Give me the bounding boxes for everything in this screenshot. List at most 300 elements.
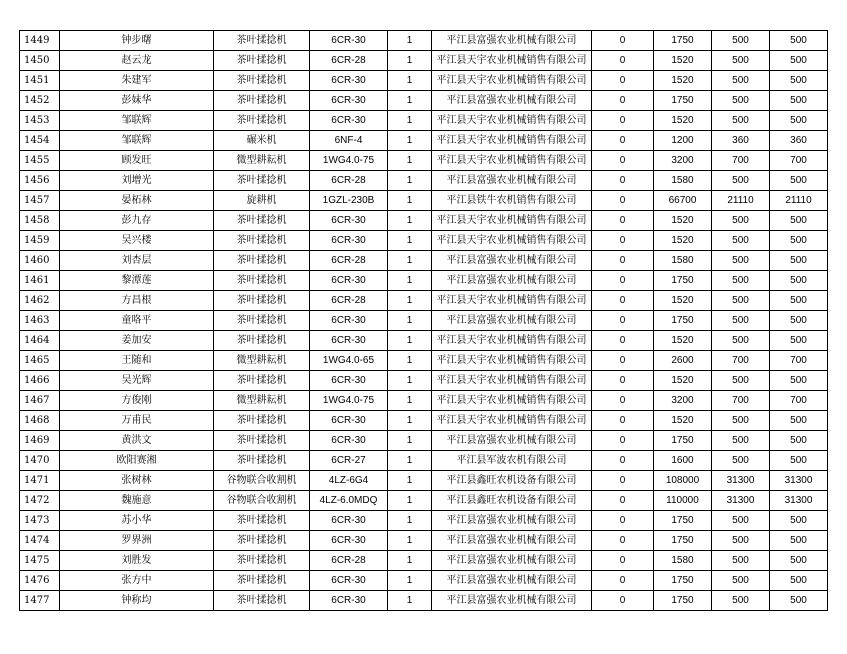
cell-machine-type: 碾米机	[214, 131, 310, 151]
cell-row-number: 1461	[20, 271, 60, 291]
cell-dealer: 平江县天宇农业机械销售有限公司	[432, 51, 592, 71]
cell-machine-type: 茶叶揉捻机	[214, 311, 310, 331]
cell-row-number: 1468	[20, 411, 60, 431]
cell-row-number: 1451	[20, 71, 60, 91]
cell-col-zero: 0	[592, 591, 654, 611]
cell-machine-type: 茶叶揉捻机	[214, 551, 310, 571]
cell-subsidy-central: 500	[712, 31, 770, 51]
cell-subsidy-central: 500	[712, 591, 770, 611]
cell-dealer: 平江县天宇农业机械销售有限公司	[432, 231, 592, 251]
cell-dealer: 平江县鑫旺农机设备有限公司	[432, 471, 592, 491]
cell-model: 1WG4.0-75	[310, 151, 388, 171]
cell-quantity: 1	[388, 131, 432, 151]
cell-machine-type: 茶叶揉捻机	[214, 571, 310, 591]
cell-price: 1750	[654, 31, 712, 51]
cell-model: 6CR-30	[310, 431, 388, 451]
cell-subsidy-total: 500	[770, 511, 828, 531]
cell-subsidy-total: 700	[770, 391, 828, 411]
cell-row-number: 1452	[20, 91, 60, 111]
cell-quantity: 1	[388, 551, 432, 571]
cell-farmer-name: 赵云龙	[60, 51, 214, 71]
cell-machine-type: 茶叶揉捻机	[214, 51, 310, 71]
cell-col-zero: 0	[592, 451, 654, 471]
cell-subsidy-central: 500	[712, 111, 770, 131]
table-row	[20, 291, 828, 311]
cell-farmer-name: 万甫民	[60, 411, 214, 431]
cell-farmer-name: 童咯平	[60, 311, 214, 331]
cell-farmer-name: 刘胜发	[60, 551, 214, 571]
cell-subsidy-central: 500	[712, 511, 770, 531]
cell-machine-type: 茶叶揉捻机	[214, 231, 310, 251]
cell-machine-type: 茶叶揉捻机	[214, 251, 310, 271]
cell-subsidy-central: 500	[712, 51, 770, 71]
cell-subsidy-central: 31300	[712, 471, 770, 491]
cell-subsidy-total: 500	[770, 91, 828, 111]
cell-dealer: 平江县鑫旺农机设备有限公司	[432, 491, 592, 511]
cell-machine-type: 茶叶揉捻机	[214, 431, 310, 451]
cell-price: 1750	[654, 431, 712, 451]
cell-quantity: 1	[388, 531, 432, 551]
cell-subsidy-central: 500	[712, 71, 770, 91]
cell-farmer-name: 晏柘林	[60, 191, 214, 211]
cell-quantity: 1	[388, 291, 432, 311]
cell-quantity: 1	[388, 251, 432, 271]
cell-dealer: 平江县富强农业机械有限公司	[432, 511, 592, 531]
cell-dealer: 平江县富强农业机械有限公司	[432, 31, 592, 51]
cell-model: 6CR-28	[310, 551, 388, 571]
cell-subsidy-total: 360	[770, 131, 828, 151]
cell-model: 6CR-30	[310, 511, 388, 531]
cell-model: 6CR-28	[310, 171, 388, 191]
cell-dealer: 平江县富强农业机械有限公司	[432, 91, 592, 111]
cell-subsidy-central: 700	[712, 391, 770, 411]
cell-farmer-name: 方俊刚	[60, 391, 214, 411]
cell-subsidy-central: 21110	[712, 191, 770, 211]
cell-col-zero: 0	[592, 51, 654, 71]
cell-price: 1580	[654, 171, 712, 191]
cell-dealer: 平江县天宇农业机械销售有限公司	[432, 71, 592, 91]
cell-quantity: 1	[388, 51, 432, 71]
cell-price: 1750	[654, 91, 712, 111]
cell-model: 1GZL-230B	[310, 191, 388, 211]
cell-machine-type: 旋耕机	[214, 191, 310, 211]
cell-quantity: 1	[388, 151, 432, 171]
cell-quantity: 1	[388, 371, 432, 391]
cell-subsidy-total: 500	[770, 431, 828, 451]
cell-dealer: 平江县天宇农业机械销售有限公司	[432, 331, 592, 351]
cell-col-zero: 0	[592, 351, 654, 371]
cell-row-number: 1463	[20, 311, 60, 331]
cell-subsidy-central: 500	[712, 431, 770, 451]
cell-quantity: 1	[388, 311, 432, 331]
cell-farmer-name: 彭妹华	[60, 91, 214, 111]
cell-farmer-name: 钟步曙	[60, 31, 214, 51]
table-row	[20, 51, 828, 71]
table-row	[20, 571, 828, 591]
cell-row-number: 1455	[20, 151, 60, 171]
cell-col-zero: 0	[592, 411, 654, 431]
cell-col-zero: 0	[592, 291, 654, 311]
cell-farmer-name: 邹联辉	[60, 111, 214, 131]
cell-col-zero: 0	[592, 571, 654, 591]
cell-machine-type: 茶叶揉捻机	[214, 71, 310, 91]
cell-subsidy-central: 500	[712, 411, 770, 431]
cell-machine-type: 茶叶揉捻机	[214, 411, 310, 431]
cell-dealer: 平江县天宇农业机械销售有限公司	[432, 151, 592, 171]
cell-row-number: 1470	[20, 451, 60, 471]
cell-col-zero: 0	[592, 491, 654, 511]
cell-price: 1750	[654, 571, 712, 591]
cell-model: 4LZ-6G4	[310, 471, 388, 491]
cell-farmer-name: 张树林	[60, 471, 214, 491]
cell-dealer: 平江县天宇农业机械销售有限公司	[432, 111, 592, 131]
cell-quantity: 1	[388, 191, 432, 211]
cell-farmer-name: 黎潭莲	[60, 271, 214, 291]
cell-quantity: 1	[388, 211, 432, 231]
cell-subsidy-total: 500	[770, 311, 828, 331]
cell-col-zero: 0	[592, 91, 654, 111]
cell-model: 6CR-30	[310, 31, 388, 51]
cell-farmer-name: 罗界洲	[60, 531, 214, 551]
cell-dealer: 平江县天宇农业机械销售有限公司	[432, 391, 592, 411]
cell-subsidy-central: 500	[712, 171, 770, 191]
cell-farmer-name: 张方中	[60, 571, 214, 591]
cell-subsidy-total: 500	[770, 551, 828, 571]
cell-quantity: 1	[388, 351, 432, 371]
cell-row-number: 1477	[20, 591, 60, 611]
cell-subsidy-total: 500	[770, 271, 828, 291]
cell-dealer: 平江县富强农业机械有限公司	[432, 551, 592, 571]
table-row	[20, 451, 828, 471]
cell-dealer: 平江县富强农业机械有限公司	[432, 431, 592, 451]
cell-machine-type: 茶叶揉捻机	[214, 91, 310, 111]
cell-subsidy-total: 500	[770, 291, 828, 311]
cell-dealer: 平江县天宇农业机械销售有限公司	[432, 371, 592, 391]
cell-machine-type: 茶叶揉捻机	[214, 111, 310, 131]
cell-dealer: 平江县天宇农业机械销售有限公司	[432, 291, 592, 311]
cell-subsidy-total: 500	[770, 71, 828, 91]
cell-dealer: 平江县军波农机有限公司	[432, 451, 592, 471]
cell-quantity: 1	[388, 271, 432, 291]
cell-price: 1580	[654, 551, 712, 571]
table-row	[20, 471, 828, 491]
cell-model: 1WG4.0-65	[310, 351, 388, 371]
cell-quantity: 1	[388, 171, 432, 191]
cell-quantity: 1	[388, 91, 432, 111]
cell-price: 3200	[654, 391, 712, 411]
cell-quantity: 1	[388, 471, 432, 491]
cell-farmer-name: 王随和	[60, 351, 214, 371]
cell-farmer-name: 刘杏层	[60, 251, 214, 271]
cell-farmer-name: 邹联辉	[60, 131, 214, 151]
table-row	[20, 111, 828, 131]
cell-quantity: 1	[388, 411, 432, 431]
cell-model: 6CR-30	[310, 231, 388, 251]
cell-subsidy-central: 500	[712, 531, 770, 551]
cell-price: 108000	[654, 471, 712, 491]
table-row	[20, 91, 828, 111]
cell-model: 6CR-27	[310, 451, 388, 471]
cell-price: 1520	[654, 211, 712, 231]
cell-subsidy-central: 500	[712, 91, 770, 111]
cell-price: 1520	[654, 231, 712, 251]
cell-subsidy-total: 500	[770, 451, 828, 471]
table-row	[20, 211, 828, 231]
cell-row-number: 1466	[20, 371, 60, 391]
table-row	[20, 271, 828, 291]
cell-subsidy-central: 500	[712, 451, 770, 471]
table-row	[20, 331, 828, 351]
cell-subsidy-central: 500	[712, 311, 770, 331]
cell-machine-type: 微型耕耘机	[214, 391, 310, 411]
cell-machine-type: 茶叶揉捻机	[214, 511, 310, 531]
cell-price: 1580	[654, 251, 712, 271]
cell-farmer-name: 吴兴楼	[60, 231, 214, 251]
cell-subsidy-central: 500	[712, 231, 770, 251]
cell-quantity: 1	[388, 511, 432, 531]
cell-quantity: 1	[388, 331, 432, 351]
cell-subsidy-total: 500	[770, 331, 828, 351]
cell-farmer-name: 吴光辉	[60, 371, 214, 391]
table-row	[20, 251, 828, 271]
cell-model: 6CR-28	[310, 51, 388, 71]
cell-dealer: 平江县富强农业机械有限公司	[432, 531, 592, 551]
cell-subsidy-central: 500	[712, 291, 770, 311]
cell-machine-type: 茶叶揉捻机	[214, 171, 310, 191]
cell-col-zero: 0	[592, 31, 654, 51]
cell-row-number: 1469	[20, 431, 60, 451]
cell-price: 66700	[654, 191, 712, 211]
cell-col-zero: 0	[592, 71, 654, 91]
cell-model: 6CR-30	[310, 111, 388, 131]
cell-row-number: 1457	[20, 191, 60, 211]
cell-subsidy-total: 500	[770, 51, 828, 71]
table-row	[20, 191, 828, 211]
table-row	[20, 311, 828, 331]
cell-subsidy-central: 500	[712, 571, 770, 591]
cell-col-zero: 0	[592, 131, 654, 151]
cell-machine-type: 茶叶揉捻机	[214, 31, 310, 51]
cell-model: 6CR-28	[310, 251, 388, 271]
cell-farmer-name: 黄洪文	[60, 431, 214, 451]
cell-quantity: 1	[388, 231, 432, 251]
cell-model: 6NF-4	[310, 131, 388, 151]
cell-col-zero: 0	[592, 331, 654, 351]
cell-model: 6CR-30	[310, 411, 388, 431]
cell-subsidy-central: 500	[712, 551, 770, 571]
cell-machine-type: 谷物联合收割机	[214, 471, 310, 491]
cell-col-zero: 0	[592, 511, 654, 531]
cell-subsidy-central: 500	[712, 331, 770, 351]
cell-machine-type: 茶叶揉捻机	[214, 331, 310, 351]
cell-col-zero: 0	[592, 271, 654, 291]
cell-machine-type: 茶叶揉捻机	[214, 211, 310, 231]
subsidy-table	[19, 30, 828, 611]
cell-price: 1200	[654, 131, 712, 151]
cell-col-zero: 0	[592, 111, 654, 131]
cell-row-number: 1456	[20, 171, 60, 191]
table-row	[20, 491, 828, 511]
table-row	[20, 371, 828, 391]
cell-subsidy-total: 500	[770, 531, 828, 551]
cell-model: 6CR-30	[310, 531, 388, 551]
cell-dealer: 平江县富强农业机械有限公司	[432, 251, 592, 271]
table-row	[20, 431, 828, 451]
cell-subsidy-central: 700	[712, 351, 770, 371]
cell-quantity: 1	[388, 571, 432, 591]
cell-subsidy-central: 360	[712, 131, 770, 151]
cell-model: 6CR-30	[310, 331, 388, 351]
cell-farmer-name: 欧阳赛湘	[60, 451, 214, 471]
cell-subsidy-total: 500	[770, 411, 828, 431]
cell-subsidy-total: 500	[770, 251, 828, 271]
cell-subsidy-central: 500	[712, 271, 770, 291]
cell-subsidy-total: 31300	[770, 491, 828, 511]
cell-col-zero: 0	[592, 311, 654, 331]
cell-price: 110000	[654, 491, 712, 511]
cell-subsidy-total: 700	[770, 351, 828, 371]
table-row	[20, 231, 828, 251]
cell-farmer-name: 苏小华	[60, 511, 214, 531]
cell-quantity: 1	[388, 31, 432, 51]
cell-row-number: 1453	[20, 111, 60, 131]
cell-row-number: 1450	[20, 51, 60, 71]
cell-col-zero: 0	[592, 371, 654, 391]
cell-dealer: 平江县富强农业机械有限公司	[432, 171, 592, 191]
table-row	[20, 511, 828, 531]
cell-subsidy-total: 500	[770, 31, 828, 51]
cell-row-number: 1462	[20, 291, 60, 311]
cell-machine-type: 茶叶揉捻机	[214, 531, 310, 551]
cell-model: 1WG4.0-75	[310, 391, 388, 411]
cell-model: 6CR-30	[310, 311, 388, 331]
cell-row-number: 1454	[20, 131, 60, 151]
cell-price: 1750	[654, 591, 712, 611]
table-row	[20, 151, 828, 171]
cell-farmer-name: 朱建军	[60, 71, 214, 91]
cell-dealer: 平江县富强农业机械有限公司	[432, 591, 592, 611]
cell-price: 1520	[654, 331, 712, 351]
cell-row-number: 1460	[20, 251, 60, 271]
cell-farmer-name: 姜加安	[60, 331, 214, 351]
cell-model: 6CR-28	[310, 291, 388, 311]
cell-col-zero: 0	[592, 191, 654, 211]
cell-row-number: 1467	[20, 391, 60, 411]
cell-dealer: 平江县天宇农业机械销售有限公司	[432, 131, 592, 151]
cell-col-zero: 0	[592, 211, 654, 231]
cell-subsidy-total: 500	[770, 571, 828, 591]
cell-subsidy-central: 500	[712, 371, 770, 391]
cell-quantity: 1	[388, 71, 432, 91]
cell-farmer-name: 彭九存	[60, 211, 214, 231]
cell-col-zero: 0	[592, 151, 654, 171]
cell-subsidy-total: 500	[770, 171, 828, 191]
cell-subsidy-total: 500	[770, 591, 828, 611]
cell-price: 1600	[654, 451, 712, 471]
cell-col-zero: 0	[592, 391, 654, 411]
table-row	[20, 591, 828, 611]
cell-row-number: 1464	[20, 331, 60, 351]
cell-model: 6CR-30	[310, 91, 388, 111]
cell-row-number: 1473	[20, 511, 60, 531]
cell-row-number: 1458	[20, 211, 60, 231]
cell-dealer: 平江县富强农业机械有限公司	[432, 271, 592, 291]
cell-col-zero: 0	[592, 531, 654, 551]
table-row	[20, 171, 828, 191]
cell-machine-type: 茶叶揉捻机	[214, 371, 310, 391]
cell-row-number: 1465	[20, 351, 60, 371]
cell-price: 1520	[654, 71, 712, 91]
cell-dealer: 平江县铁牛农机销售有限公司	[432, 191, 592, 211]
cell-dealer: 平江县富强农业机械有限公司	[432, 311, 592, 331]
cell-price: 3200	[654, 151, 712, 171]
cell-row-number: 1471	[20, 471, 60, 491]
cell-model: 4LZ-6.0MDQ	[310, 491, 388, 511]
cell-subsidy-total: 31300	[770, 471, 828, 491]
cell-model: 6CR-30	[310, 71, 388, 91]
cell-price: 1750	[654, 311, 712, 331]
cell-col-zero: 0	[592, 551, 654, 571]
cell-model: 6CR-30	[310, 371, 388, 391]
cell-price: 1520	[654, 111, 712, 131]
cell-subsidy-total: 500	[770, 111, 828, 131]
cell-col-zero: 0	[592, 431, 654, 451]
cell-model: 6CR-30	[310, 591, 388, 611]
cell-subsidy-total: 21110	[770, 191, 828, 211]
cell-model: 6CR-30	[310, 211, 388, 231]
cell-col-zero: 0	[592, 471, 654, 491]
cell-quantity: 1	[388, 391, 432, 411]
cell-row-number: 1449	[20, 31, 60, 51]
cell-dealer: 平江县天宇农业机械销售有限公司	[432, 351, 592, 371]
cell-price: 1520	[654, 411, 712, 431]
cell-machine-type: 茶叶揉捻机	[214, 451, 310, 471]
cell-col-zero: 0	[592, 251, 654, 271]
cell-dealer: 平江县天宇农业机械销售有限公司	[432, 211, 592, 231]
cell-machine-type: 茶叶揉捻机	[214, 291, 310, 311]
cell-col-zero: 0	[592, 171, 654, 191]
cell-quantity: 1	[388, 591, 432, 611]
table-row	[20, 531, 828, 551]
table-row	[20, 131, 828, 151]
cell-row-number: 1474	[20, 531, 60, 551]
table-row	[20, 71, 828, 91]
cell-subsidy-central: 500	[712, 211, 770, 231]
cell-model: 6CR-30	[310, 571, 388, 591]
cell-subsidy-central: 31300	[712, 491, 770, 511]
cell-farmer-name: 方昌根	[60, 291, 214, 311]
cell-machine-type: 微型耕耘机	[214, 351, 310, 371]
table-row	[20, 31, 828, 51]
cell-subsidy-total: 500	[770, 371, 828, 391]
cell-subsidy-central: 700	[712, 151, 770, 171]
cell-quantity: 1	[388, 451, 432, 471]
cell-dealer: 平江县天宇农业机械销售有限公司	[432, 411, 592, 431]
cell-price: 1520	[654, 291, 712, 311]
cell-price: 1750	[654, 271, 712, 291]
cell-row-number: 1459	[20, 231, 60, 251]
cell-farmer-name: 钟称均	[60, 591, 214, 611]
table-body	[20, 31, 828, 611]
table-row	[20, 351, 828, 371]
table-row	[20, 551, 828, 571]
cell-price: 1750	[654, 511, 712, 531]
cell-row-number: 1472	[20, 491, 60, 511]
cell-price: 2600	[654, 351, 712, 371]
cell-subsidy-total: 700	[770, 151, 828, 171]
cell-machine-type: 茶叶揉捻机	[214, 271, 310, 291]
cell-price: 1750	[654, 531, 712, 551]
